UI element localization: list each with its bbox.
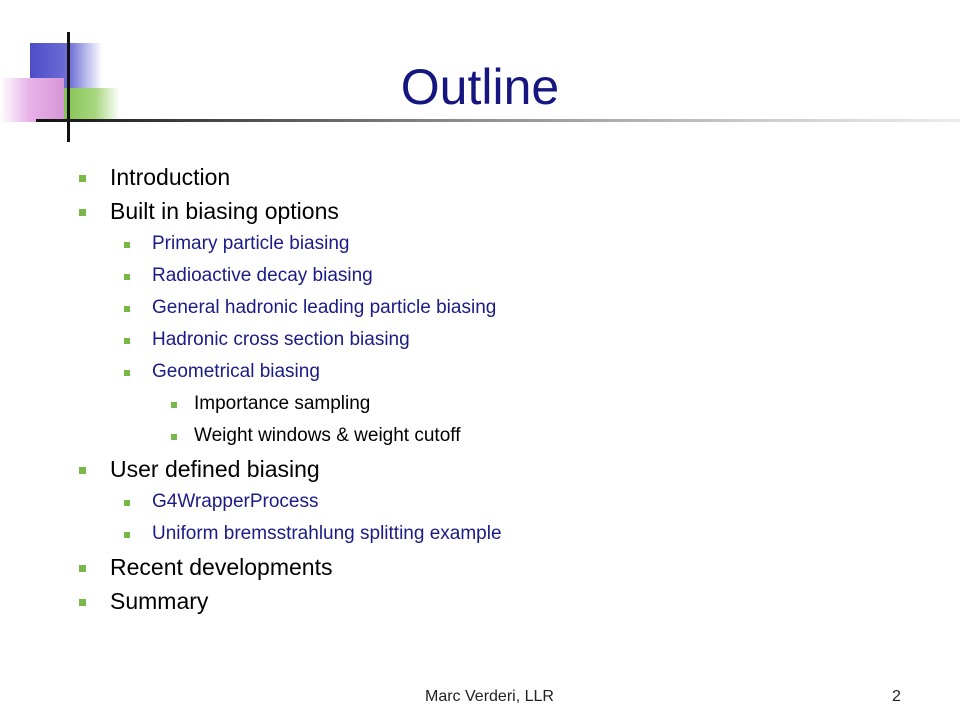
bullet-icon bbox=[79, 209, 86, 216]
subitem-hadronic-leading-particle bbox=[0, 292, 960, 324]
bullet-icon bbox=[79, 565, 86, 572]
outline-item-label: Introduction bbox=[110, 164, 231, 190]
slide-title: Outline bbox=[400, 59, 560, 115]
subitem-g4wrapperprocess bbox=[0, 486, 960, 518]
outline-item-summary bbox=[0, 584, 960, 618]
footer-author: Marc Verderi, LLR bbox=[425, 688, 554, 705]
outline-list bbox=[0, 160, 960, 618]
subitem-radioactive-decay bbox=[0, 260, 960, 292]
subitem-bremsstrahlung-splitting bbox=[0, 518, 960, 550]
subsubitem-label: Weight windows & weight cutoff bbox=[194, 425, 461, 446]
outline-item-label: User defined biasing bbox=[110, 456, 320, 482]
subitem-label: Uniform bremsstrahlung splitting example bbox=[152, 523, 502, 544]
subitem-label: Radioactive decay biasing bbox=[152, 265, 373, 286]
subitem-hadronic-cross-section bbox=[0, 324, 960, 356]
subitem-label: Hadronic cross section biasing bbox=[152, 329, 410, 350]
outline-item-builtin-biasing bbox=[0, 194, 960, 228]
subitem-label: General hadronic leading particle biasing bbox=[152, 297, 497, 318]
outline-item-label: Built in biasing options bbox=[110, 198, 339, 224]
subitem-label: Geometrical biasing bbox=[152, 361, 320, 382]
page-number: 2 bbox=[892, 688, 901, 705]
sub-bullet-icon bbox=[124, 306, 130, 312]
outline-item-label: Summary bbox=[110, 588, 209, 614]
subitem-label: G4WrapperProcess bbox=[152, 491, 319, 512]
outline-item-recent-developments bbox=[0, 550, 960, 584]
sub-sub-bullet-icon bbox=[171, 434, 177, 440]
subsubitem-importance-sampling bbox=[0, 388, 960, 420]
sub-bullet-icon bbox=[124, 370, 130, 376]
subsubitem-label: Importance sampling bbox=[194, 393, 371, 414]
outline-item-user-defined-biasing bbox=[0, 452, 960, 486]
bullet-icon bbox=[79, 175, 86, 182]
subsubitem-weight-windows bbox=[0, 420, 960, 452]
bullet-icon bbox=[79, 467, 86, 474]
sub-bullet-icon bbox=[124, 274, 130, 280]
sub-bullet-icon bbox=[124, 242, 130, 248]
outline-item-introduction bbox=[0, 160, 960, 194]
sub-bullet-icon bbox=[124, 500, 130, 506]
bullet-icon bbox=[79, 599, 86, 606]
subitem-label: Primary particle biasing bbox=[152, 233, 350, 254]
subitem-geometrical-biasing bbox=[0, 356, 960, 388]
sub-bullet-icon bbox=[124, 532, 130, 538]
sub-bullet-icon bbox=[124, 338, 130, 344]
subitem-primary-particle bbox=[0, 228, 960, 260]
sub-sub-bullet-icon bbox=[171, 402, 177, 408]
outline-item-label: Recent developments bbox=[110, 554, 333, 580]
